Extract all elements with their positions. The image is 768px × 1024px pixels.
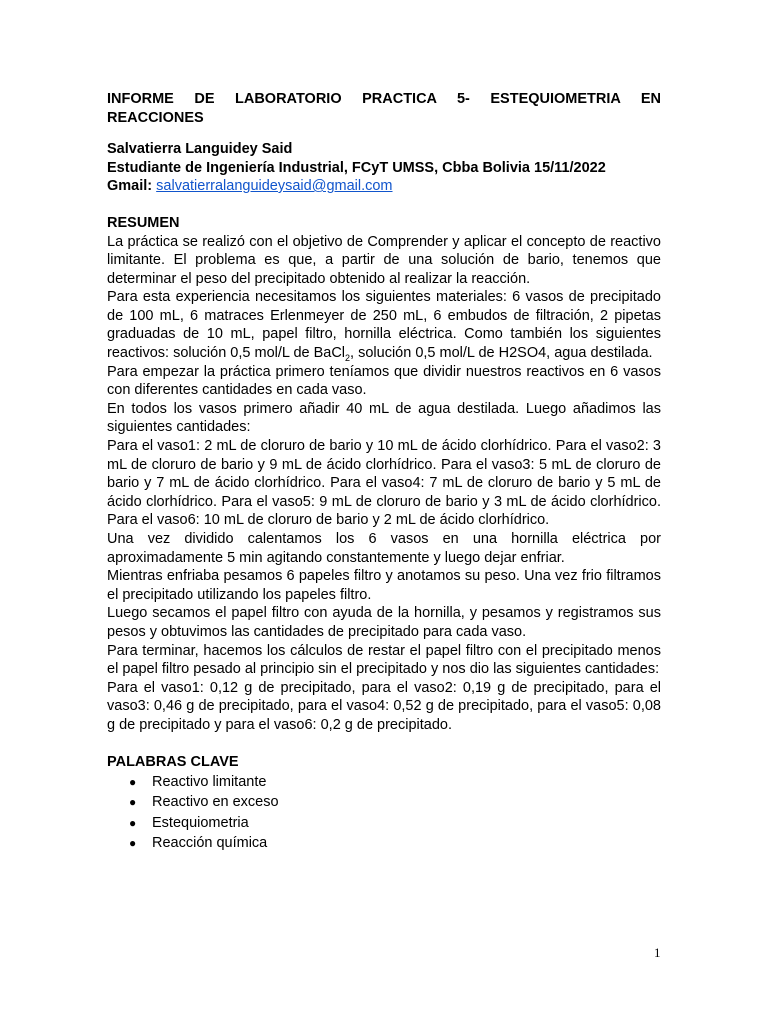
author-block (107, 140, 661, 196)
page-number: 1 (654, 945, 661, 960)
document-title (107, 90, 661, 128)
list-item (107, 833, 661, 854)
resumen-paragraph-3: Para empezar la práctica primero teníamos que dividir nuestros reactivos en 6 vasos con diferentes cantidades en cada vaso. (107, 363, 661, 399)
resumen-paragraph-10: Para el vaso1: 0,12 g de precipitado, para el vaso2: 0,19 g de precipitado, para el vaso3: 0,46 g de precipitado, para el vaso4: 0,52 g de precipitado, para el vaso5: 0,08 g de precipitado y para el vaso6: 0,2 g de precipitado. (107, 679, 661, 733)
list-item (107, 772, 661, 793)
resumen-paragraph-6: Una vez dividido calentamos los 6 vasos en una hornilla eléctrica por aproximadamente 5 min agitando constantemente y luego dejar enfriar. (107, 531, 661, 566)
resumen-heading: RESUMEN (107, 214, 180, 231)
keyword-label: Estequiometria (152, 814, 249, 831)
paragraph-2-text-b: , solución 0,5 mol/L de H2SO4, agua destilada. (350, 345, 653, 362)
keywords-list (107, 772, 661, 854)
keywords-heading: PALABRAS CLAVE (107, 753, 239, 770)
keyword-label: Reactivo limitante (152, 773, 267, 790)
author-affiliation: Estudiante de Ingeniería Industrial, FCyT UMSS, Cbba Bolivia 15/11/2022 (107, 159, 606, 176)
keyword-label: Reactivo en exceso (152, 794, 279, 811)
bullet-icon: ● (129, 815, 137, 830)
keyword-label: Reacción química (152, 835, 268, 852)
resumen-paragraph-8: Luego secamos el papel filtro con ayuda de la hornilla, y pesamos y registramos sus pesos y obtuvimos las cantidades de precipitado para cada vaso. (107, 605, 661, 640)
subscript-2: 2 (345, 352, 351, 363)
resumen-paragraph-1: La práctica se realizó con el objetivo de Comprender y aplicar el concepto de reactivo limitante. El problema es que, a partir de una solución de bario, tenemos que determinar el peso del precipitado obtenido al realizar la reacción. (107, 233, 661, 287)
email-label: Gmail: (107, 178, 153, 194)
author-email-line (107, 177, 661, 196)
paragraph-2-text-a: Para esta experiencia necesitamos los siguientes materiales: 6 vasos de precipitado de 100 mL, 6 matraces Erlenmeyer de 250 mL, 6 embudos de filtración, 2 pipetas graduadas de 10 mL, papel filtro, hornilla eléctrica. Como también los siguientes reactivos: solución 0,5 mol/L de BaCl (107, 289, 661, 362)
resumen-paragraph-4: En todos los vasos primero añadir 40 mL de agua destilada. Luego añadimos las siguientes cantidades: (107, 400, 661, 436)
resumen-paragraph-7: Mientras enfriaba pesamos 6 papeles filtro y anotamos su peso. Una vez frio filtramos el precipitado utilizando los papeles filtro. (107, 568, 661, 603)
email-link[interactable]: salvatierralanguideysaid@gmail.com (156, 178, 393, 194)
list-item (107, 792, 661, 813)
resumen-paragraph-2 (107, 288, 661, 362)
title-line-1: INFORME DE LABORATORIO PRACTICA 5- ESTEQUIOMETRIA EN (107, 91, 661, 107)
resumen-paragraph-9: Para terminar, hacemos los cálculos de restar el papel filtro con el precipitado menos el papel filtro pesado al principio sin el precipitado y nos dio las siguientes cantidades: (107, 642, 661, 678)
bullet-icon: ● (129, 774, 137, 789)
document-page (107, 90, 661, 854)
bullet-icon: ● (129, 795, 137, 810)
resumen-paragraph-5: Para el vaso1: 2 mL de cloruro de bario y 10 mL de ácido clorhídrico. Para el vaso2: 3 mL de cloruro de bario y 9 mL de ácido clorhídrico. Para el vaso3: 5 mL de cloruro de bario y 7 mL de ácido clorhídrico. Para el vaso4: 7 mL de cloruro de bario y 5 mL de ácido clorhídrico. Para el vaso5: 9 mL de cloruro de bario y 3 mL de ácido clorhídrico. Para el vaso6: 10 mL de cloruro de bario y 2 mL de ácido clorhídrico. (107, 438, 661, 529)
author-name: Salvatierra Languidey Said (107, 141, 293, 157)
title-line-2: REACCIONES (107, 110, 204, 126)
bullet-icon: ● (129, 836, 137, 851)
list-item (107, 813, 661, 834)
